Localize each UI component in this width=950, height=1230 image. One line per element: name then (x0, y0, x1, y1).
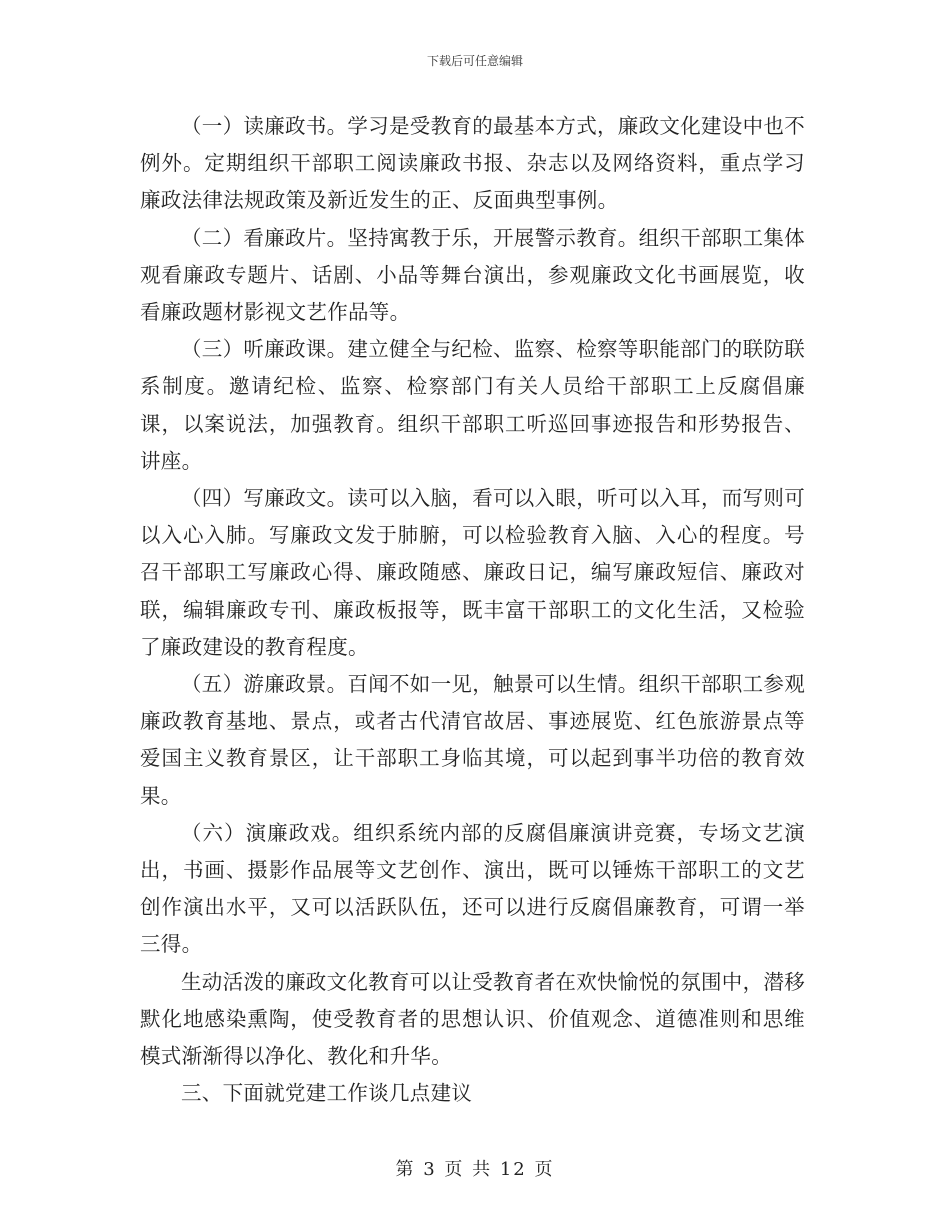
page-header-note: 下载后可任意编辑 (426, 54, 523, 68)
paragraph-summary: 生动活泼的廉政文化教育可以让受教育者在欢快愉悦的氛围中，潜移默化地感染熏陶，使受教育者的思想认识、价值观念、道德准则和思维模式渐渐得以净化、教化和升华。 (140, 969, 805, 1069)
paragraph-visit-sites: （五）游廉政景。百闻不如一见，触景可以生情。组织干部职工参观廉政教育基地、景点，或者古代清官故居、事迹展览、红色旅游景点等爱国主义教育景区，让干部职工身临其境，可以起到事半功倍的教育效果。 (140, 672, 805, 808)
paragraph-write-essays: （四）写廉政文。读可以入脑，看可以入眼，听可以入耳，而写则可以入心入肺。写廉政文发于肺腑，可以检验教育入脑、入心的程度。号召干部职工写廉政心得、廉政随感、廉政日记，编写廉政短信、廉政对联，编辑廉政专刊、廉政板报等，既丰富干部职工的文化生活，又检验了廉政建设的教育程度。 (140, 486, 805, 659)
page-number-footer: 第 3 页 共 12 页 (395, 1159, 555, 1180)
paragraph-perform-plays: （六）演廉政戏。组织系统内部的反腐倡廉演讲竞赛，专场文艺演出，书画、摄影作品展等文艺创作、演出，既可以锤炼干部职工的文艺创作演出水平，又可以活跃队伍，还可以进行反腐倡廉教育，可谓一举三得。 (140, 820, 805, 957)
section-heading-suggestions: 三、下面就党建工作谈几点建议 (181, 1081, 473, 1106)
document-body (140, 108, 805, 1112)
paragraph-read-books: （一）读廉政书。学习是受教育的最基本方式，廉政文化建设中也不例外。定期组织干部职工阅读廉政书报、杂志以及网络资料，重点学习廉政法律法规政策及新近发生的正、反面典型事例。 (140, 114, 805, 213)
paragraph-watch-films: （二）看廉政片。坚持寓教于乐，开展警示教育。组织干部职工集体观看廉政专题片、话剧、小品等舞台演出，参观廉政文化书画展览，收看廉政题材影视文艺作品等。 (140, 225, 805, 325)
paragraph-attend-lectures: （三）听廉政课。建立健全与纪检、监察、检察等职能部门的联防联系制度。邀请纪检、监察、检察部门有关人员给干部职工上反腐倡廉课，以案说法，加强教育。组织干部职工听巡回事迹报告和形势报告、讲座。 (140, 337, 805, 473)
